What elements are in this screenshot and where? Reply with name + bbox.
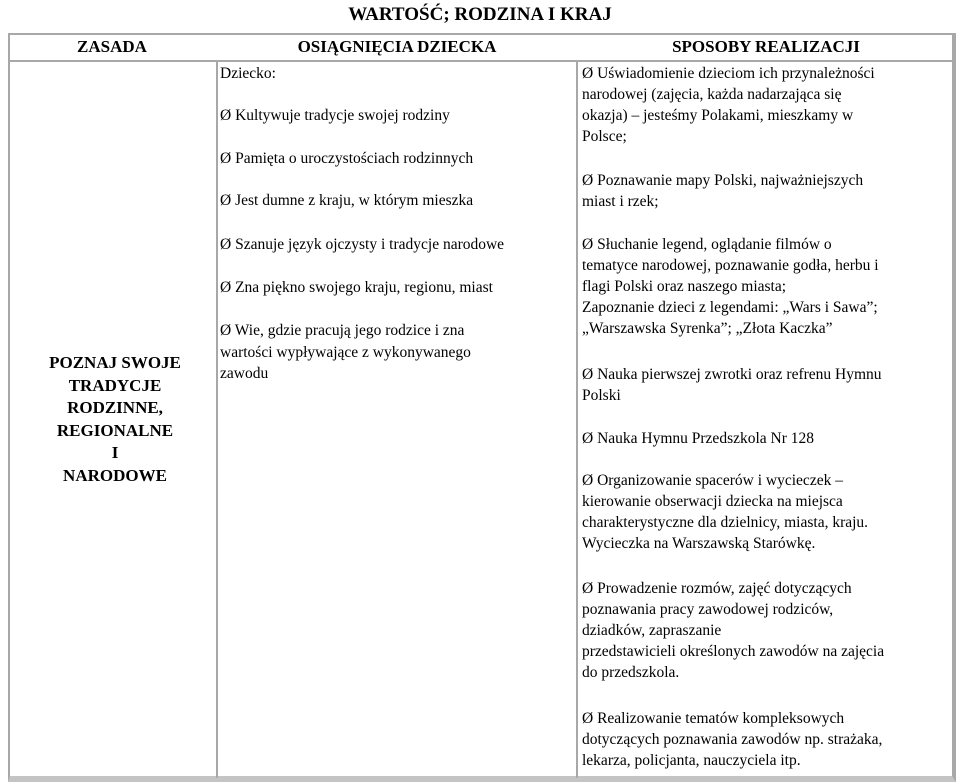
sposoby-line: Ø Słuchanie legend, oglądanie filmów o <box>582 236 832 253</box>
column-divider-2 <box>576 60 578 778</box>
sposoby-item <box>582 170 954 212</box>
sposoby-line: Polsce; <box>582 128 627 145</box>
osiagniecia-lead: Dziecko: <box>220 65 276 82</box>
zasada-line: RODZINNE, <box>67 398 163 417</box>
sposoby-item <box>582 63 954 147</box>
sposoby-item <box>582 234 954 339</box>
sposoby-line: Zapoznanie dzieci z legendami: „Wars i Sawa”; <box>582 299 878 316</box>
zasada-line: POZNAJ SWOJE <box>49 353 181 372</box>
sposoby-line: Polski <box>582 387 621 404</box>
osiagniecia-item: Ø Jest dumne z kraju, w którym mieszka <box>220 192 474 209</box>
sposoby-line: kierowanie obserwacji dziecka na miejsca <box>582 493 843 510</box>
zasada-cell <box>30 352 200 487</box>
sposoby-item <box>582 708 954 771</box>
sposoby-line: lekarza, policjanta, nauczyciela itp. <box>582 752 801 769</box>
sposoby-line: okazja) – jesteśmy Polakami, mieszkamy w <box>582 107 854 124</box>
sposoby-line: flagi Polski oraz naszego miasta; <box>582 278 787 295</box>
header-osiagniecia: OSIĄGNIĘCIA DZIECKA <box>297 37 497 56</box>
sposoby-line: tematyce narodowej, poznawanie godła, herbu i <box>582 257 879 274</box>
sposoby-item <box>582 364 954 406</box>
sposoby-line: narodowej (zajęcia, każda nadarzająca się <box>582 86 842 103</box>
header-sposoby: SPOSOBY REALIZACJI <box>672 37 860 56</box>
sposoby-item <box>582 470 954 554</box>
zasada-line: I <box>111 443 119 462</box>
sposoby-item <box>582 428 954 449</box>
sposoby-line: Ø Realizowanie tematów kompleksowych <box>582 710 845 727</box>
zasada-line: NARODOWE <box>63 465 167 485</box>
sposoby-line: „Warszawska Syrenka”; „Złota Kaczka” <box>582 320 833 337</box>
page-title: WARTOŚĆ; RODZINA I KRAJ <box>348 4 612 25</box>
sposoby-line: dziadków, zapraszanie <box>582 622 722 639</box>
osiagniecia-item: Ø Pamięta o uroczystościach rodzinnych <box>220 150 474 167</box>
zasada-line: TRADYCJE <box>68 375 162 395</box>
sposoby-line: przedstawicieli określonych zawodów na zajęcia <box>582 643 885 660</box>
sposoby-line: Ø Organizowanie spacerów i wycieczek – <box>582 472 843 489</box>
sposoby-line: Ø Uświadomienie dzieciom ich przynależności <box>582 65 875 82</box>
osiagniecia-item: Ø Wie, gdzie pracują jego rodzice i zna <box>220 322 465 339</box>
sposoby-line: Ø Poznawanie mapy Polski, najważniejszych <box>582 172 864 189</box>
sposoby-line: charakterystyczne dla dzielnicy, miasta, kraju. <box>582 514 869 531</box>
sposoby-line: dotyczących poznawania zawodów np. strażaka, <box>582 731 883 748</box>
header-divider <box>8 60 954 62</box>
osiagniecia-item-continued: zawodu <box>220 365 269 382</box>
sposoby-line: do przedszkola. <box>582 664 680 681</box>
sposoby-line: poznawania pracy zawodowej rodziców, <box>582 601 834 618</box>
osiagniecia-item: Ø Szanuje język ojczysty i tradycje narodowe <box>220 236 505 253</box>
sposoby-line: miast i rzek; <box>582 193 659 210</box>
header-zasada: ZASADA <box>77 37 147 56</box>
column-divider-1 <box>216 60 218 778</box>
osiagniecia-item: Ø Zna piękno swojego kraju, regionu, miast <box>220 279 493 296</box>
osiagniecia-item-continued: wartości wypływające z wykonywanego <box>220 344 471 361</box>
sposoby-line: Ø Nauka Hymnu Przedszkola Nr 128 <box>582 430 815 447</box>
sposoby-line: Wycieczka na Warszawską Starówkę. <box>582 535 816 552</box>
sposoby-line: Ø Nauka pierwszej zwrotki oraz refrenu Hymnu <box>582 366 882 383</box>
osiagniecia-item: Ø Kultywuje tradycje swojej rodziny <box>220 107 450 124</box>
zasada-line: REGIONALNE <box>56 420 174 440</box>
sposoby-item <box>582 578 954 683</box>
sposoby-line: Ø Prowadzenie rozmów, zajęć dotyczących <box>582 580 852 597</box>
